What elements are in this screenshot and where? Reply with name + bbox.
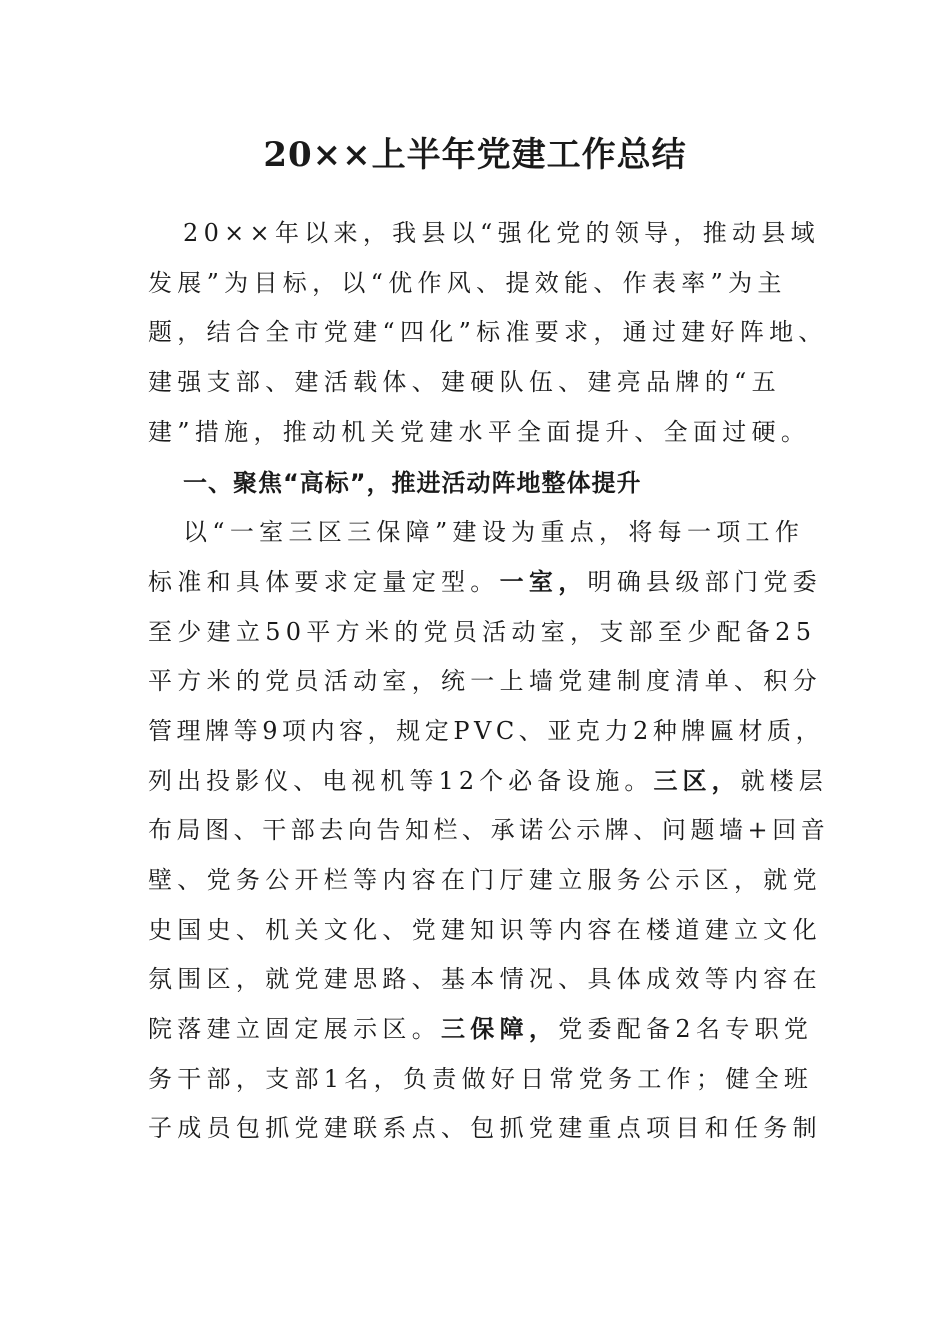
bold-term: 三保障， [441,1015,559,1043]
body-line [148,557,828,607]
body-line [148,1004,828,1054]
intro-line: 建强支部、建活载体、建硬队伍、建亮品牌的“五 [148,368,781,396]
intro-line: 20××年以来，我县以“强化党的领导，推动县域 [183,219,820,247]
section-heading: 一、聚焦“高标”，推进活动阵地整体提升 [183,469,642,497]
body-line: 务干部，支部1名，负责做好日常党务工作；健全班 [148,1065,814,1093]
body-line: 管理牌等9项内容，规定PVC、亚克力2种牌匾材质， [148,717,825,745]
body-line: 至少建立50平方米的党员活动室，支部至少配备25 [148,618,817,646]
intro-line: 建”措施，推动机关党建水平全面提升、全面过硬。 [148,418,811,446]
body-line: 平方米的党员活动室，统一上墙党建制度清单、积分 [148,667,822,695]
document-title: 20××上半年党建工作总结 [263,135,687,175]
bold-term: 三区， [653,767,741,795]
body-line: 氛围区，就党建思路、基本情况、具体成效等内容在 [148,965,822,993]
body-line: 子成员包抓党建联系点、包抓党建重点项目和任务制 [148,1114,822,1142]
body-line: 布局图、干部去向告知栏、承诺公示牌、问题墙+回音 [148,816,830,844]
body-text: 列出投影仪、电视机等12个必备设施。 [148,767,654,795]
body-line [148,756,828,806]
body-text: 院落建立固定展示区。 [148,1015,441,1043]
body-text: 明确县级部门党委 [587,568,822,596]
intro-line: 题，结合全市党建“四化”标准要求，通过建好阵地、 [148,318,828,346]
bold-term: 一室， [499,568,588,596]
body-line: 壁、党务公开栏等内容在门厅建立服务公示区，就党 [148,866,822,894]
intro-line: 发展”为目标，以“优作风、提效能、作表率”为主 [148,269,787,297]
body-line: 史国史、机关文化、党建知识等内容在楼道建立文化 [148,916,822,944]
body-text: 标准和具体要求定量定型。 [148,568,500,596]
body-text: 党委配备2名专职党 [558,1015,814,1043]
body-line: 以“一室三区三保障”建设为重点，将每一项工作 [183,518,805,546]
body-text: 就楼层 [740,767,828,795]
